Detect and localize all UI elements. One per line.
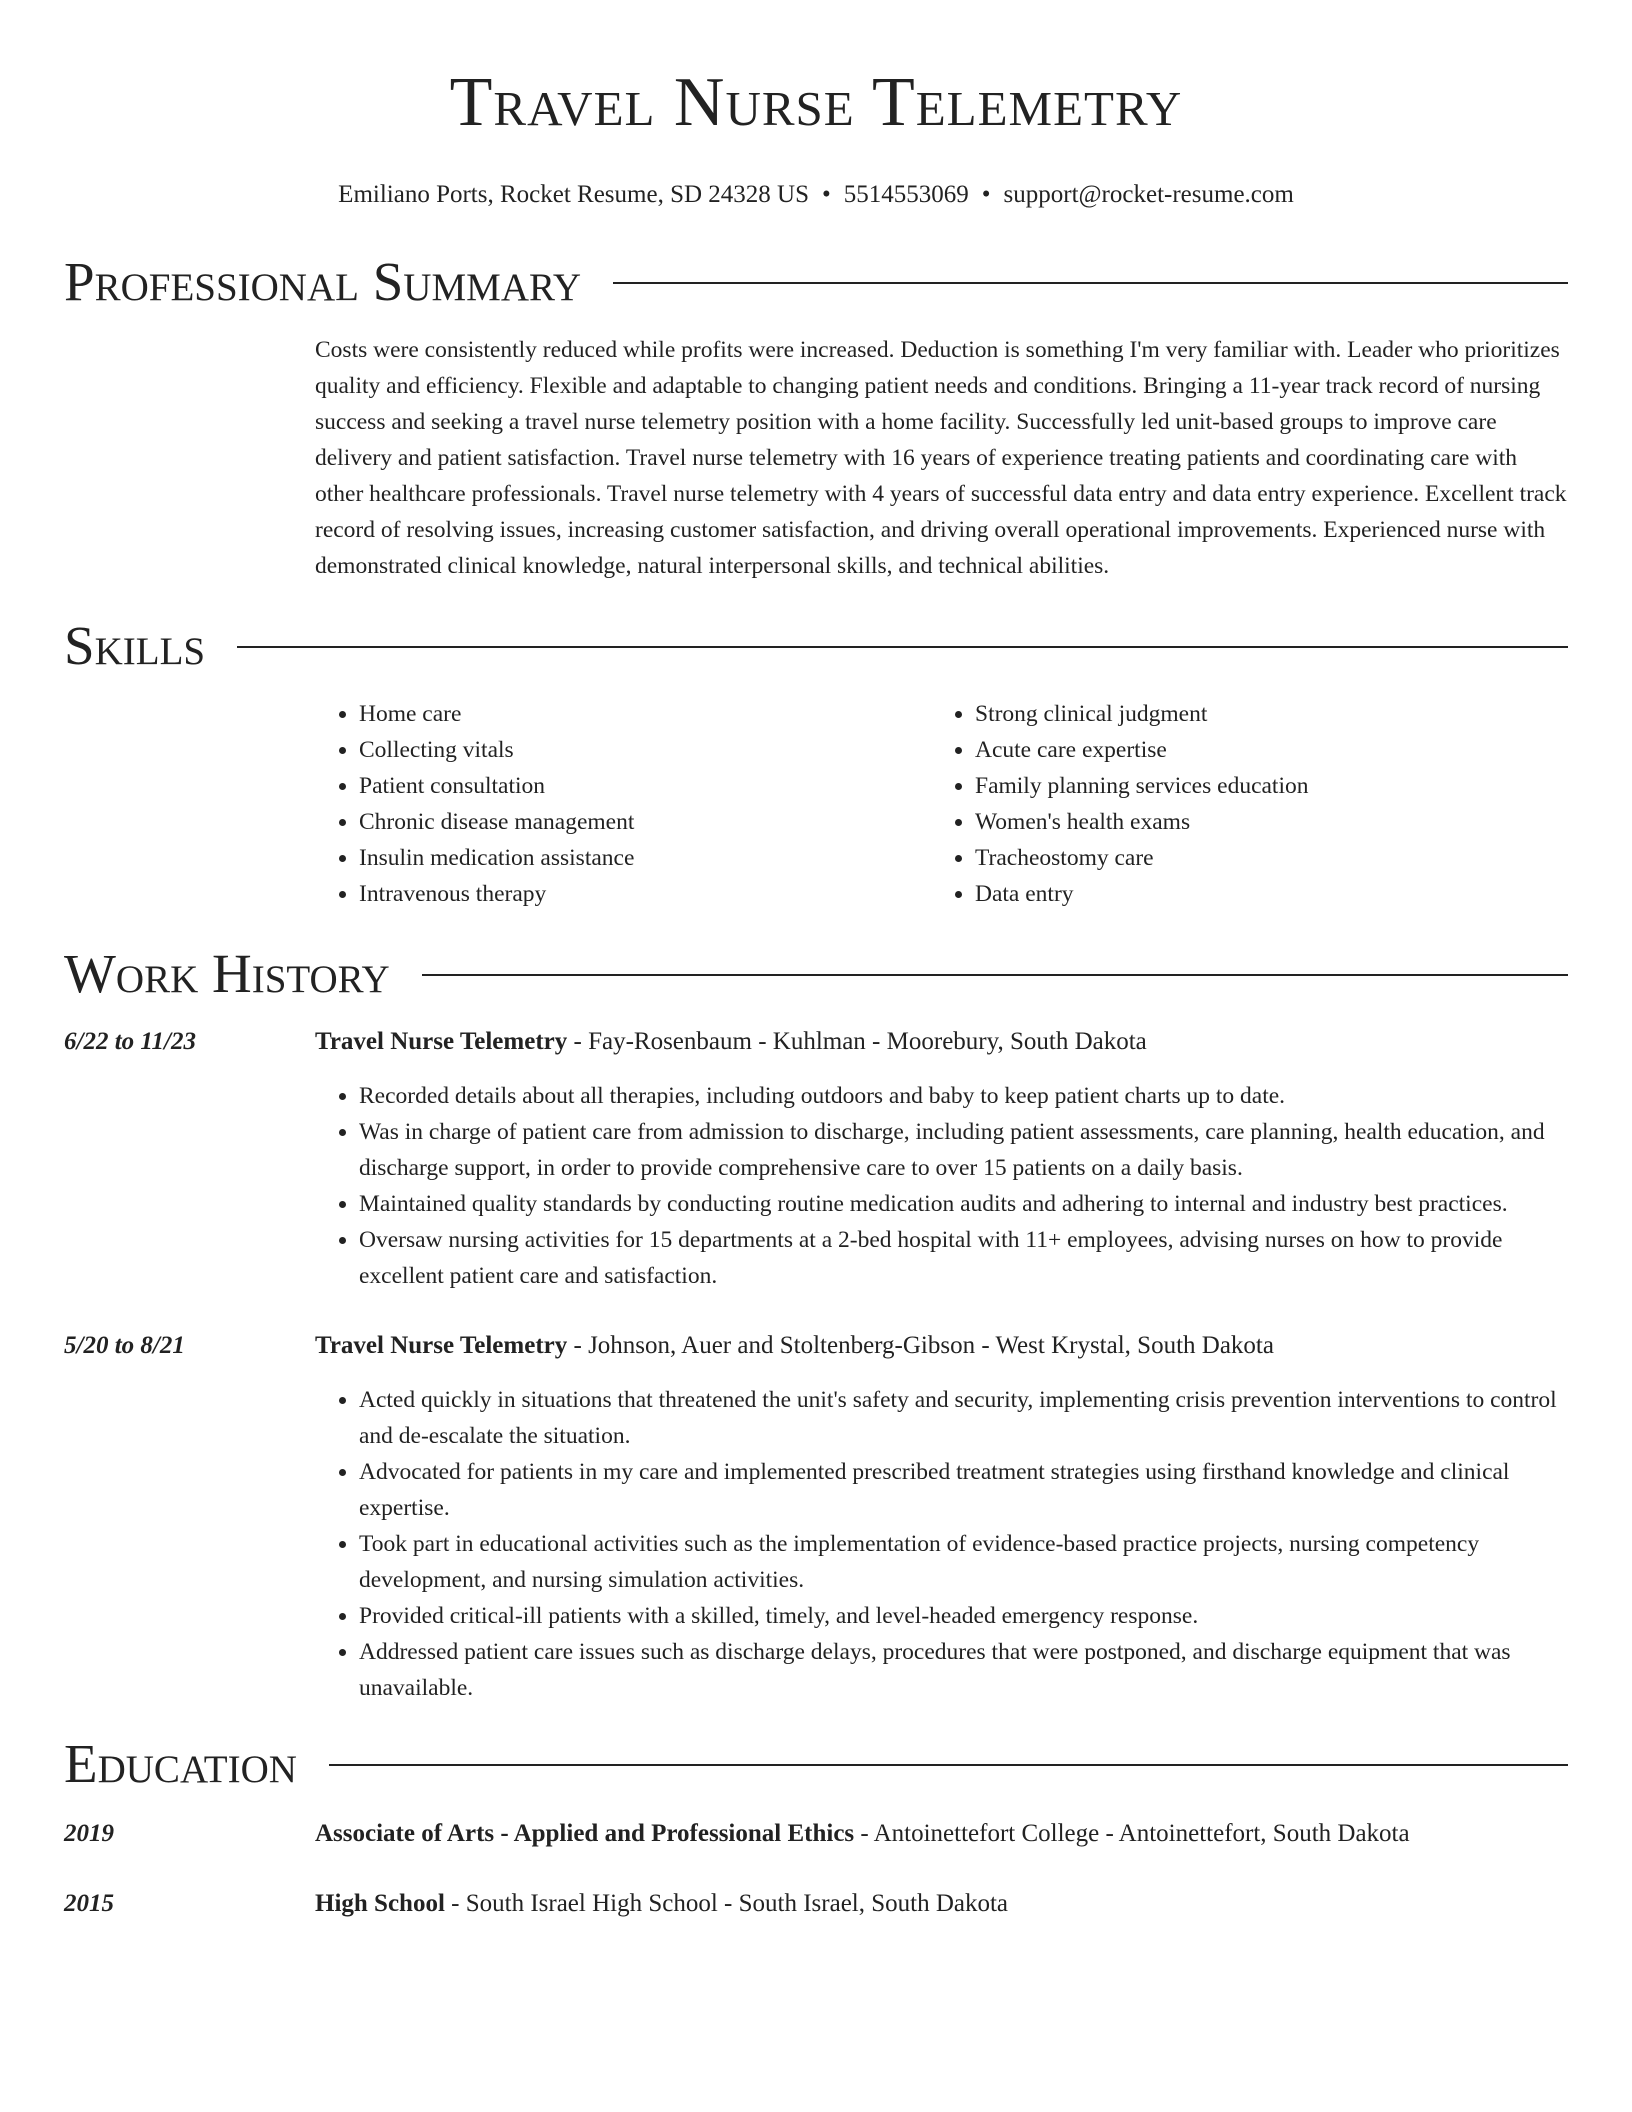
- skill-item: • Tracheostomy care: [975, 840, 1547, 876]
- education-body: [315, 1886, 1568, 1922]
- job-body: [315, 1328, 1568, 1706]
- skill-item: • Data entry: [975, 876, 1547, 912]
- summary-row: [64, 332, 1568, 584]
- education-body: [315, 1816, 1568, 1852]
- contact-separator: •: [981, 181, 991, 208]
- skill-item: • Patient consultation: [359, 768, 931, 804]
- skill-item: • Acute care expertise: [975, 732, 1547, 768]
- contact-address: Emiliano Ports, Rocket Resume, SD 24328 US: [338, 181, 809, 208]
- job-employer: - Fay-Rosenbaum - Kuhlman - Moorebury, South Dakota: [567, 1028, 1147, 1055]
- work-heading: Work History: [64, 943, 390, 1004]
- job-dates: 6/22 to 11/23: [64, 1028, 196, 1055]
- skill-item: • Family planning services education: [975, 768, 1547, 804]
- education-degree: High School: [315, 1890, 445, 1917]
- skill-item: • Home care: [359, 696, 931, 732]
- education-school: - Antoinettefort College - Antoinettefort, South Dakota: [854, 1820, 1410, 1847]
- contact-line: [64, 180, 1568, 210]
- contact-separator: •: [822, 181, 831, 208]
- work-section-header: [64, 942, 1568, 1006]
- skills-column-left: [315, 696, 931, 912]
- job-bullet: • Provided critical-ill patients with a skilled, timely, and level-headed emergency response.: [359, 1598, 1568, 1634]
- education-heading: Education: [64, 1733, 297, 1794]
- job-bullet: • Oversaw nursing activities for 15 departments at a 2-bed hospital with 11+ employees, advising nurses on how to provide excellent patient care and satisfaction.: [359, 1222, 1568, 1294]
- summary-section-header: [64, 250, 1568, 314]
- resume-title: Travel Nurse Telemetry: [449, 64, 1183, 141]
- job-role: Travel Nurse Telemetry: [315, 1028, 568, 1055]
- skill-item: • Women's health exams: [975, 804, 1547, 840]
- job-bullet: • Took part in educational activities such as the implementation of evidence-based practice projects, nursing competency development, and nursing simulation activities.: [359, 1526, 1568, 1598]
- skill-item: • Intravenous therapy: [359, 876, 931, 912]
- job-bullet: • Maintained quality standards by conducting routine medication audits and adhering to internal and industry best practices.: [359, 1186, 1568, 1222]
- skill-item: • Insulin medication assistance: [359, 840, 931, 876]
- job-bullet: • Advocated for patients in my care and implemented prescribed treatment strategies using firsthand knowledge and clinical expertise.: [359, 1454, 1568, 1526]
- job-employer: - Johnson, Auer and Stoltenberg-Gibson - West Krystal, South Dakota: [567, 1332, 1274, 1359]
- education-section-header: [64, 1732, 1568, 1796]
- education-degree: Associate of Arts - Applied and Professional Ethics: [315, 1820, 855, 1847]
- skills-columns: [315, 696, 1568, 912]
- section-divider: [613, 282, 1568, 284]
- summary-body: [315, 332, 1568, 584]
- skills-left-gutter: [64, 696, 315, 912]
- contact-email: support@rocket-resume.com: [1003, 181, 1294, 208]
- education-entry: [64, 1886, 1568, 1922]
- job-body: [315, 1024, 1568, 1294]
- education-school: - South Israel High School - South Israel, South Dakota: [444, 1890, 1009, 1917]
- job-role: Travel Nurse Telemetry: [315, 1332, 568, 1359]
- skill-item: • Strong clinical judgment: [975, 696, 1547, 732]
- education-year: 2019: [64, 1820, 114, 1847]
- education-entry: [64, 1816, 1568, 1852]
- skills-heading: Skills: [64, 615, 206, 676]
- section-divider: [237, 646, 1568, 648]
- job-heading: [315, 1328, 1568, 1364]
- job-heading: [315, 1024, 1568, 1060]
- skill-item: • Collecting vitals: [359, 732, 931, 768]
- summary-left-gutter: [64, 332, 315, 584]
- summary-text: Costs were consistently reduced while profits were increased. Deduction is something I'm very familiar with. Leader who prioritizes quality and efficiency. Flexible and adaptable to changing patient needs and conditions. Bringing a 11-year track record of nursing success and seeking a travel nurse telemetry position with a home facility. Successfully led unit-based groups to improve care delivery and patient satisfaction. Travel nurse telemetry with 16 years of experience treating patients and coordinating care with other healthcare professionals. Travel nurse telemetry with 4 years of successful data entry and data entry experience. Excellent track record of resolving issues, increasing customer satisfaction, and driving overall operational improvements. Experienced nurse with demonstrated clinical knowledge, natural interpersonal skills, and technical abilities.: [315, 337, 1567, 579]
- summary-heading: Professional Summary: [64, 251, 582, 312]
- job-bullet: • Was in charge of patient care from admission to discharge, including patient assessments, care planning, health education, and discharge support, in order to provide comprehensive care to over 15 patients on a daily basis.: [359, 1114, 1568, 1186]
- job-bullet: • Recorded details about all therapies, including outdoors and baby to keep patient charts up to date.: [359, 1078, 1568, 1114]
- job-dates: 5/20 to 8/21: [64, 1332, 185, 1359]
- skills-section-header: [64, 614, 1568, 678]
- job-entry: [64, 1024, 1568, 1294]
- section-divider: [422, 974, 1568, 976]
- section-divider: [329, 1764, 1568, 1766]
- job-bullet: • Addressed patient care issues such as discharge delays, procedures that were postponed, and discharge equipment that was unavailable.: [359, 1634, 1568, 1706]
- skills-column-right: [931, 696, 1547, 912]
- contact-phone: 5514553069: [843, 181, 969, 208]
- skills-list-right: [931, 696, 1547, 912]
- job-bullets: [315, 1382, 1568, 1706]
- job-bullet: • Acted quickly in situations that threatened the unit's safety and security, implementing crisis prevention interventions to control and de-escalate the situation.: [359, 1382, 1568, 1454]
- education-year: 2015: [64, 1890, 114, 1917]
- job-entry: [64, 1328, 1568, 1706]
- job-bullets: [315, 1078, 1568, 1294]
- skills-list-left: [315, 696, 931, 912]
- skills-row: [64, 696, 1568, 912]
- skill-item: • Chronic disease management: [359, 804, 931, 840]
